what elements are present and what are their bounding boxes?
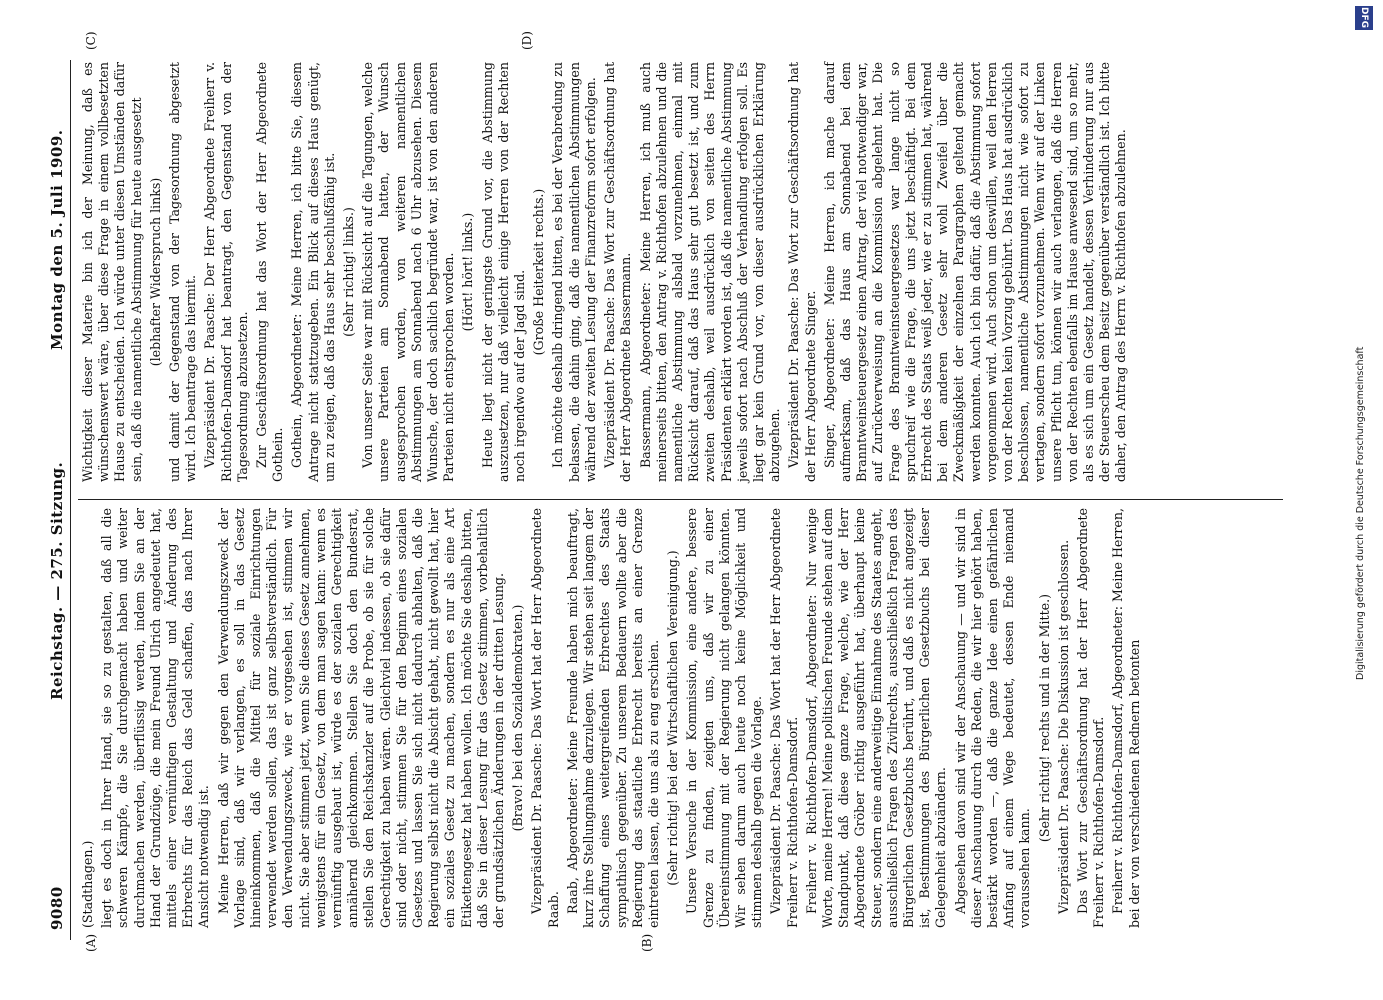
- paragraph: Raab, Abgeordneter: Meine Freunde haben mich beauftragt, kurz ihre Stellungnahme darzulegen. Wir stehen seit langem der Schaffung eines weitergreifenden Erbrechtes des Staats sympathisch gegenüber. Zu unserem Bedauern wollte aber die Regierung das staatliche Erbrecht bereits an einer Grenze eintreten lassen, die uns als zu eng erschien.: [564, 508, 661, 928]
- interjection: (Große Heiterkeit rechts.): [531, 188, 547, 356]
- page-number: 9080: [48, 886, 66, 930]
- paragraph: Gothein, Abgeordneter: Meine Herren, ich bitte Sie, diesem Antrage nicht stattzugeben. Ein Blick auf dieses Haus genügt, um zu zeigen, daß das Haus sehr beschlußfähig ist.: [289, 62, 337, 482]
- running-title: Reichstag. — 275. Sitzung.: [48, 461, 66, 700]
- paragraph: Abgesehen davon sind wir der Anschauung — und wir sind in dieser Anschauung durch die Reden, die wir hier gehört haben, bestärkt worden —, daß die ganze Idee einen gefährlichen Anfang auf einem Wege bedeutet, dessen Ende niemand voraussehen kann.: [952, 508, 1033, 928]
- right-text-column: [80, 62, 1133, 482]
- interjection: (Sehr richtig! links.): [341, 207, 357, 337]
- paragraph: (Stadthagen.): [80, 840, 95, 928]
- paragraph: Unsere Versuche in der Kommission, eine andere, bessere Grenze zu finden, zeigten uns, daß wir zu einer Übereinstimmung mit der Regierung nicht gelangen könnten. Wir sehen darum auch heute noch keine Möglichkeit und stimmen deshalb gegen die Vorlage.: [684, 508, 765, 928]
- interjection: (Bravo! bei den Sozialdemokraten.): [510, 604, 526, 832]
- paragraph: Freiherr v. Richthofen-Damsdorf, Abgeordneter: Meine Herren, bei der von verschiedenen Rednern betonten: [1110, 508, 1142, 928]
- interjection: (Sehr richtig! rechts und in der Mitte.): [1036, 593, 1052, 843]
- interjection: (lebhafter Widerspruch links): [147, 177, 163, 367]
- interjection: (Sehr richtig! bei der Wirtschaftlichen Vereinigung.): [665, 550, 681, 886]
- paragraph: Vizepräsident Dr. Paasche: Das Wort hat der Herr Abgeordnete Raab.: [529, 508, 561, 928]
- margin-marker-b: (B): [640, 933, 654, 952]
- column-divider: [78, 499, 1283, 500]
- paragraph: und damit der Gegenstand von der Tagesordnung abgesetzt wird. Ich beantrage das hiermit.: [167, 62, 199, 482]
- paragraph: Meine Herren, daß wir gegen den Verwendungszweck der Vorlage sind, daß wir verlangen, es soll in das Gesetz hineinkommen, daß die Mittel für soziale Einrichtungen verwendet werden sollen, das ist ganz selbstverständlich. Für den Verwendungszweck, wie er vorgesehen ist, stimmen wir nicht. Sie aber stimmen jetzt, wenn Sie dieses Gesetz annehmen, wenigstens für ein Gesetz, von dem man sagen kann: wenn es vernünftig ausgebaut ist, würde es der sozialen Gerechtigkeit annähernd gleichkommen. Stellen Sie doch den Bundesrat, stellen Sie den Reichskanzler auf die Probe, ob sie für solche Gerechtigkeit zu haben wären. Gleichviel indessen, ob sie dafür sind oder nicht, stimmen Sie für den Beginn eines sozialen Gesetzes und lassen Sie sich nicht dadurch abhalten, daß die Regierung selbst nicht die Absicht gehabt, nicht gewollt hat, hier ein soziales Gesetz zu machen, sondern es nur als eine Art Etikettengesetz hat haben wollen. Ich möchte Sie deshalb bitten, daß Sie in dieser Lesung für das Gesetz stimmen, vorbehaltlich der grundsätzlichen Änderungen in der dritten Lesung.: [215, 508, 507, 928]
- digitization-credit: Digitalisierung gefördert durch die Deutsche Forschungsgemeinschaft: [1355, 346, 1366, 680]
- paragraph: Vizepräsident Dr. Paasche: Das Wort zur Geschäftsordnung hat der Herr Abgeordnete Singer.: [786, 62, 818, 482]
- dfg-logo: DFG: [1355, 6, 1373, 30]
- paragraph: Bassermann, Abgeordneter: Meine Herren, ich muß auch meinerseits bitten, den Antrag v. Richthofen abzulehnen und die namentliche Abstimmung alsbald vorzunehmen, einmal mit Rücksicht darauf, daß das Haus sehr gut besetzt ist, und zum zweiten deshalb, weil ausdrücklich von seiten des Herrn Präsidenten erklärt worden ist, daß die namentliche Abstimmung jeweils sofort nach Abschluß der Verhandlung erfolgen soll. Es liegt gar kein Grund vor, von dieser ausdrücklichen Erklärung abzugehen.: [637, 62, 783, 482]
- paragraph: Freiherr v. Richthofen-Damsdorf, Abgeordneter: Nur wenige Worte, meine Herren! Meine politischen Freunde stehen auf dem Standpunkt, daß diese ganze Frage, welche, wie der Herr Abgeordnete Gröber richtig ausgeführt hat, überhaupt keine Steuer, sondern eine anderweitige Einnahme des Staates angeht, ausschließlich Fragen des Zivilrechts, ausschließlich Fragen des Bürgerlichen Gesetzbuchs berührt, und daß es nicht angezeigt ist, Bestimmungen des Bürgerlichen Gesetzbuchs bei dieser Gelegenheit abzuändern.: [803, 508, 949, 928]
- paragraph: Wichtigkeit dieser Materie bin ich der Meinung, daß es wünschenswert wäre, über diese Frage in einem vollbesetzten Hause zu entscheiden. Ich würde unter diesen Umständen dafür sein, daß die namentliche Abstimmung für heute ausgesetzt: [80, 62, 144, 482]
- left-text-column: [80, 508, 1146, 928]
- paragraph: Vizepräsident Dr. Paasche: Die Diskussion ist geschlossen.: [1055, 539, 1071, 914]
- paragraph: Vizepräsident Dr. Paasche: Der Herr Abgeordnete Freiherr v. Richthofen-Damsdorf hat beantragt, den Gegenstand von der Tagesordnung abzusetzen.: [202, 62, 250, 482]
- margin-marker-c: (C): [84, 31, 98, 50]
- interjection: (Hört! hört! links.): [460, 212, 476, 332]
- paragraph: liegt es doch in Ihrer Hand, sie so zu gestalten, daß all die schweren Kämpfe, die Sie durchgemacht haben und weiter durchmachen werden, überflüssig werden, indem Sie an der Hand der Grundzüge, die mein Freund Ulrich angedeutet hat, mittels einer vernünftigen Gestaltung und Änderung des Erbrechts für das Reich das Geld schaffen, das nach Ihrer Ansicht notwendig ist.: [99, 508, 212, 928]
- paragraph: Vizepräsident Dr. Paasche: Das Wort hat der Herr Abgeordnete Freiherr v. Richthofen-Damsdorf.: [768, 508, 800, 928]
- digitization-credit-strip: [1345, 0, 1383, 1000]
- paragraph: Von unserer Seite war mit Rücksicht auf die Tagungen, welche unsere Parteien am Sonnabend hatten, der Wunsch ausgesprochen worden, von weiteren namentlichen Abstimmungen am Sonnabend nach 6 Uhr abzusehen. Diesem Wunsche, der doch sachlich begründet war, ist von den anderen Parteien nicht entsprochen worden.: [360, 62, 457, 482]
- paragraph: Heute liegt nicht der geringste Grund vor, die Abstimmung auszusetzen, nur daß vielleicht einige Herren von der Rechten noch irgendwo auf der Jagd sind.: [479, 62, 528, 482]
- margin-marker-d: (D): [520, 31, 534, 50]
- running-date: Montag den 5. Juli 1909.: [48, 129, 66, 350]
- header-rule: [70, 60, 71, 940]
- paragraph: Zur Geschäftsordnung hat das Wort der Herr Abgeordnete Gothein.: [254, 62, 286, 482]
- paragraph: Vizepräsident Dr. Paasche: Das Wort zur Geschäftsordnung hat der Herr Abgeordnete Bassermann.: [602, 62, 634, 482]
- paragraph: Ich möchte deshalb dringend bitten, es bei der Verabredung zu belassen, die dahin ging, daß die namentlichen Abstimmungen während der zweiten Lesung der Finanzreform sofort erfolgen.: [550, 62, 598, 482]
- margin-marker-a: (A): [84, 933, 98, 952]
- paragraph: Das Wort zur Geschäftsordnung hat der Herr Abgeordnete Freiherr v. Richthofen-Damsdorf.: [1074, 508, 1107, 928]
- paragraph: Singer, Abgeordneter: Meine Herren, ich mache darauf aufmerksam, daß das Haus am Sonnabend bei dem Branntweinsteuergesetz einen Antrag, der viel notwendiger war, auf Zurückverweisung an die Kommission abgelehnt hat. Die Frage des Branntweinsteuergesetzes war lange nicht so spruchreif wie die Frage, die uns jetzt beschäftigt. Bei dem Erbrecht des Staats weiß jeder, wie er zu stimmen hat, während bei dem anderen Gesetz sehr wohl Zweifel über die Zweckmäßigkeit der einzelnen Paragraphen geltend gemacht werden konnten. Auch ich bin dafür, daß die Abstimmung sofort vorgenommen wird. Auch schon um deswillen, weil den Herren von der Rechten kein Vorzug gebührt. Das Haus hat ausdrücklich beschlossen, namentliche Abstimmungen nicht wie sofort zu vertagen, sondern sofort vorzunehmen. Wenn wir auf der Linken unsere Pflicht tun, können wir auch verlangen, daß die Herren von der Rechten ebenfalls im Hause anwesend sind, um so mehr, als es sich um ein Gesetz handelt, dessen Verhinderung nur aus der Steuerscheu dem Besitz gegenüber verständlich ist. Ich bitte daher, den Antrag des Herrn v. Richthofen abzulehnen.: [821, 62, 1129, 482]
